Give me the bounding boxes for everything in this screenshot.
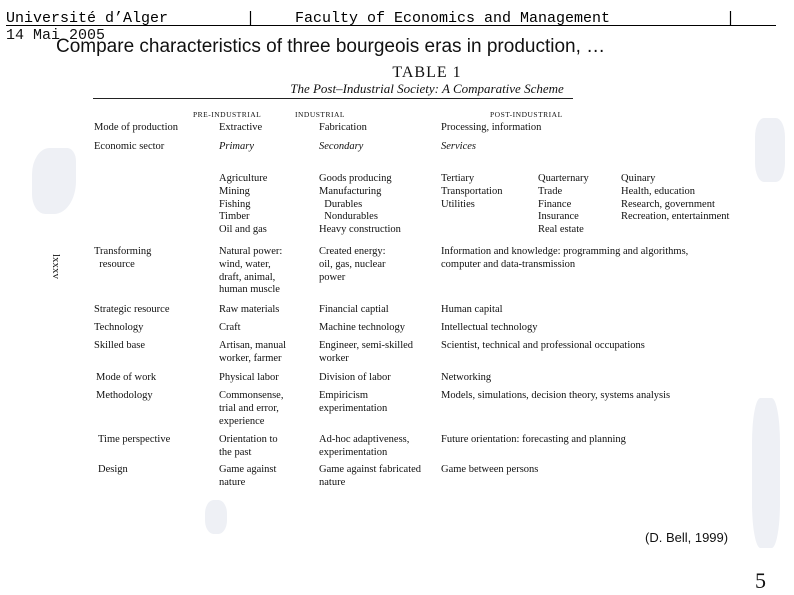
cell-pre: Commonsense, trial and error, experience bbox=[219, 390, 284, 427]
slide-header bbox=[6, 7, 776, 27]
header-separator: | bbox=[246, 10, 256, 27]
scan-artifact bbox=[752, 398, 780, 548]
faculty-name: Faculty of Economics and Management bbox=[295, 10, 611, 27]
cell-pre: Craft bbox=[219, 322, 241, 333]
cell-post: Human capital bbox=[441, 304, 503, 315]
cell-post: Future orientation: forecasting and planning bbox=[441, 434, 626, 445]
cell-pre: Extractive bbox=[219, 122, 263, 133]
row-label: Skilled base bbox=[94, 340, 146, 351]
cell-post: Models, simulations, decision theory, systems analysis bbox=[441, 390, 671, 401]
cell-ind: Empiricism experimentation bbox=[319, 390, 388, 414]
cell-ind: Ad-hoc adaptiveness, experimentation bbox=[319, 434, 410, 458]
scan-artifact bbox=[755, 118, 785, 182]
cell-ind: Financial captial bbox=[319, 304, 389, 315]
row-label: Mode of production bbox=[94, 122, 178, 133]
cell-pre: Artisan, manual worker, farmer bbox=[219, 340, 287, 364]
column-header-pre-industrial: PRE-INDUSTRIAL bbox=[193, 110, 262, 119]
cell-post: Services bbox=[441, 141, 476, 152]
cell-ind: Machine technology bbox=[319, 322, 406, 333]
column-header-post-industrial: POST-INDUSTRIAL bbox=[490, 110, 563, 119]
cell-ind: Goods producing Manufacturing Durables Nondurables Heavy construction bbox=[319, 173, 401, 236]
row-label: Methodology bbox=[96, 390, 153, 401]
row-label: Strategic resource bbox=[94, 304, 170, 315]
cell-pre: Primary bbox=[219, 141, 254, 152]
cell-ind: Engineer, semi-skilled worker bbox=[319, 340, 414, 364]
cell-ind: Created energy: oil, gas, nuclear power bbox=[319, 246, 386, 283]
cell-pre: Orientation to the past bbox=[219, 434, 278, 458]
page-number: 5 bbox=[755, 568, 766, 593]
slide-subtitle: Compare characteristics of three bourgeois eras in production, … bbox=[56, 36, 606, 57]
cell-ind: Secondary bbox=[319, 141, 364, 152]
row-label: Mode of work bbox=[96, 372, 157, 383]
table-caption: The Post–Industrial Society: A Comparative Scheme bbox=[290, 81, 564, 96]
cell-pre: Agriculture Mining Fishing Timber Oil and gas bbox=[219, 173, 268, 236]
cell-pre: Physical labor bbox=[219, 372, 279, 383]
university-name: Université d’Alger bbox=[6, 10, 169, 27]
cell-ind: Division of labor bbox=[319, 372, 391, 383]
table-title: TABLE 1 bbox=[392, 64, 462, 81]
cell-post: Scientist, technical and professional occupations bbox=[441, 340, 645, 351]
cell-post: Intellectual technology bbox=[441, 322, 538, 333]
row-label: Technology bbox=[94, 322, 144, 333]
cell-ind: Game against fabricated nature bbox=[319, 464, 422, 488]
header-rule bbox=[6, 25, 776, 26]
row-label: Design bbox=[98, 464, 128, 475]
cell-pre: Game against nature bbox=[219, 464, 277, 488]
cell-post-quarternary: Quarternary Trade Finance Insurance Real estate bbox=[538, 173, 589, 236]
header-separator: | bbox=[726, 10, 736, 27]
cell-post: Processing, information bbox=[441, 122, 542, 133]
page-side-label: lxxxv bbox=[50, 254, 62, 280]
table-top-rule bbox=[93, 98, 573, 99]
cell-post-quinary: Quinary Health, education Research, government Recreation, entertainment bbox=[621, 173, 730, 223]
header-date: 14 Mai 2005 bbox=[6, 27, 106, 44]
column-header-industrial: INDUSTRIAL bbox=[295, 110, 345, 119]
row-label: Economic sector bbox=[94, 141, 165, 152]
scan-artifact bbox=[32, 148, 76, 214]
scan-artifact bbox=[205, 500, 227, 534]
row-label: Transforming resource bbox=[94, 246, 152, 270]
cell-post: Tertiary Transportation Utilities bbox=[441, 173, 503, 210]
cell-pre: Raw materials bbox=[219, 304, 280, 315]
cell-post: Networking bbox=[441, 372, 492, 383]
cell-post: Game between persons bbox=[441, 464, 539, 475]
cell-pre: Natural power: wind, water, draft, animal, human muscle bbox=[219, 246, 283, 296]
cell-ind: Fabrication bbox=[319, 122, 367, 133]
row-label: Time perspective bbox=[98, 434, 171, 445]
source-credit: (D. Bell, 1999) bbox=[645, 530, 729, 545]
cell-post: Information and knowledge: programming and algorithms, computer and data-transmission bbox=[441, 246, 689, 270]
